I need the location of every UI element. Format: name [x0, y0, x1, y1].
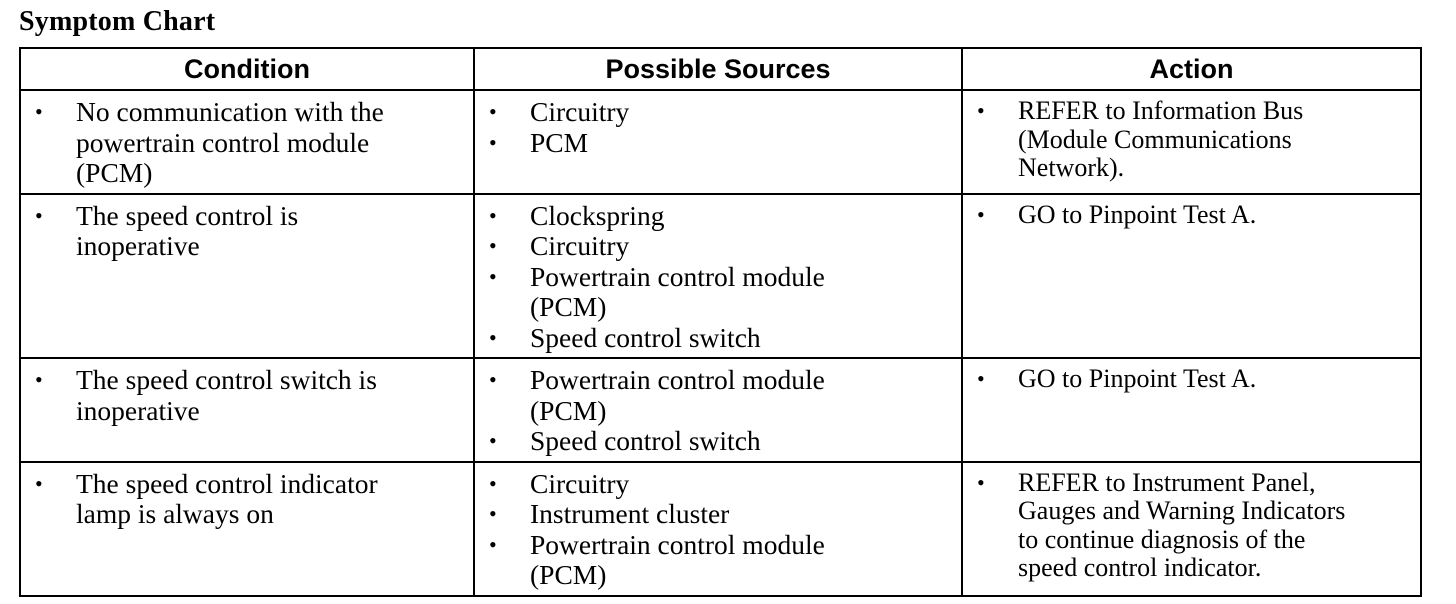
condition-text: The speed control indicator lamp is always on — [76, 467, 378, 529]
header-condition: Condition — [20, 48, 474, 90]
action-text: REFER to Instrument Panel, Gauges and Warning Indicators to continue diagnosis of the speed control indicator. — [1018, 467, 1346, 582]
bullet-icon: • — [489, 233, 497, 258]
symptom-chart-table — [19, 47, 1422, 597]
bullet-icon: • — [489, 367, 497, 392]
list-item — [475, 97, 961, 128]
condition-cell — [20, 462, 474, 596]
bullet-icon: • — [489, 324, 497, 350]
bullet-icon: • — [977, 201, 985, 227]
bullet-icon: • — [977, 469, 985, 495]
header-possible-sources: Possible Sources — [474, 48, 962, 90]
header-action: Action — [962, 48, 1421, 90]
source-text: PCM — [530, 126, 589, 158]
bullet-icon: • — [489, 501, 497, 526]
list-item — [963, 97, 1420, 183]
bullet-icon: • — [35, 470, 43, 496]
bullet-icon: • — [489, 428, 497, 453]
condition-cell — [20, 90, 474, 194]
source-text: Instrument cluster — [530, 498, 730, 529]
action-cell — [962, 90, 1421, 194]
sources-cell — [474, 90, 962, 194]
source-text: Powertrain control module (PCM) — [530, 260, 825, 322]
list-item — [21, 365, 473, 426]
sources-cell — [474, 462, 962, 596]
bullet-icon: • — [977, 98, 985, 123]
bullet-icon: • — [489, 129, 497, 155]
sources-cell — [474, 358, 962, 462]
source-text: Speed control switch — [530, 425, 761, 456]
table-row — [20, 462, 1421, 596]
source-text: Circuitry — [530, 230, 630, 261]
list-item — [963, 201, 1420, 230]
condition-text: No communication with the powertrain control module (PCM) — [76, 96, 384, 188]
condition-text: The speed control switch is inoperative — [76, 364, 377, 426]
condition-text: The speed control is inoperative — [76, 199, 299, 261]
source-text: Speed control switch — [530, 321, 761, 353]
bullet-icon: • — [35, 202, 43, 228]
action-text: GO to Pinpoint Test A. — [1018, 364, 1257, 393]
action-text: REFER to Information Bus (Module Communications Network). — [1018, 96, 1304, 182]
bullet-icon: • — [489, 202, 497, 228]
bullet-icon: • — [489, 99, 497, 124]
source-text: Powertrain control module (PCM) — [530, 528, 825, 590]
list-item — [475, 201, 961, 232]
list-item — [963, 469, 1420, 583]
table-row — [20, 194, 1421, 359]
source-text: Circuitry — [530, 467, 630, 499]
condition-cell — [20, 194, 474, 359]
action-text: GO to Pinpoint Test A. — [1018, 199, 1257, 229]
list-item — [475, 499, 961, 530]
list-item — [475, 262, 961, 323]
list-item — [475, 469, 961, 500]
bullet-icon: • — [977, 366, 985, 391]
source-text: Powertrain control module (PCM) — [530, 364, 825, 426]
list-item — [475, 323, 961, 354]
list-item — [21, 97, 473, 189]
list-item — [475, 530, 961, 591]
list-item — [475, 365, 961, 426]
sources-cell — [474, 194, 962, 359]
list-item — [963, 365, 1420, 394]
list-item — [21, 469, 473, 530]
list-item — [475, 231, 961, 262]
source-text: Circuitry — [530, 96, 630, 127]
action-cell — [962, 358, 1421, 462]
list-item — [21, 201, 473, 262]
table-row — [20, 90, 1421, 194]
action-cell — [962, 194, 1421, 359]
page-title: Symptom Chart — [19, 6, 216, 37]
action-cell — [962, 462, 1421, 596]
bullet-icon: • — [489, 470, 497, 496]
header-row — [20, 48, 1421, 90]
bullet-icon: • — [35, 367, 43, 392]
source-text: Clockspring — [530, 199, 665, 231]
bullet-icon: • — [35, 99, 43, 124]
condition-cell — [20, 358, 474, 462]
list-item — [475, 426, 961, 457]
bullet-icon: • — [489, 263, 497, 289]
bullet-icon: • — [489, 531, 497, 557]
list-item — [475, 128, 961, 159]
table-row — [20, 358, 1421, 462]
